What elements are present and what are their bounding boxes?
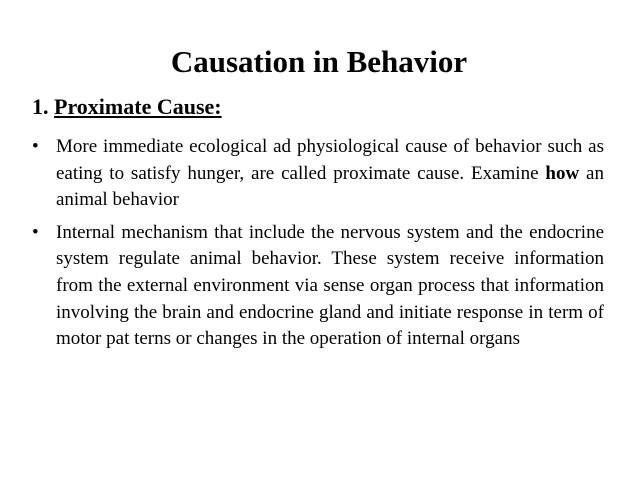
- section-label: Proximate Cause:: [54, 94, 222, 119]
- bullet-marker: •: [32, 221, 39, 243]
- bullet-list: [32, 134, 604, 359]
- section-number: 1.: [32, 94, 49, 119]
- bullet-marker: •: [32, 136, 39, 157]
- bullet-text: Internal mechanism that include the nervous system and the endocrine system regulate animal behavior. These system receive information from the external environment via sense organ process that information involving the brain and endocrine gland and initiate response in term of motor pat terns or changes in the operation of internal organs: [56, 221, 604, 350]
- bullet-text-start: More immediate ecological ad physiological cause of behavior such as eating to satisfy hunger, are called proximate cause. Examine: [56, 136, 604, 184]
- bullet-text-end: an animal behavior: [56, 162, 604, 211]
- bullet-emphasis: how: [545, 162, 580, 184]
- bullet-item-2: [32, 220, 604, 353]
- section-heading: [32, 94, 222, 120]
- bullet-item-1: [32, 134, 604, 214]
- slide-title: Causation in Behavior: [170, 44, 468, 79]
